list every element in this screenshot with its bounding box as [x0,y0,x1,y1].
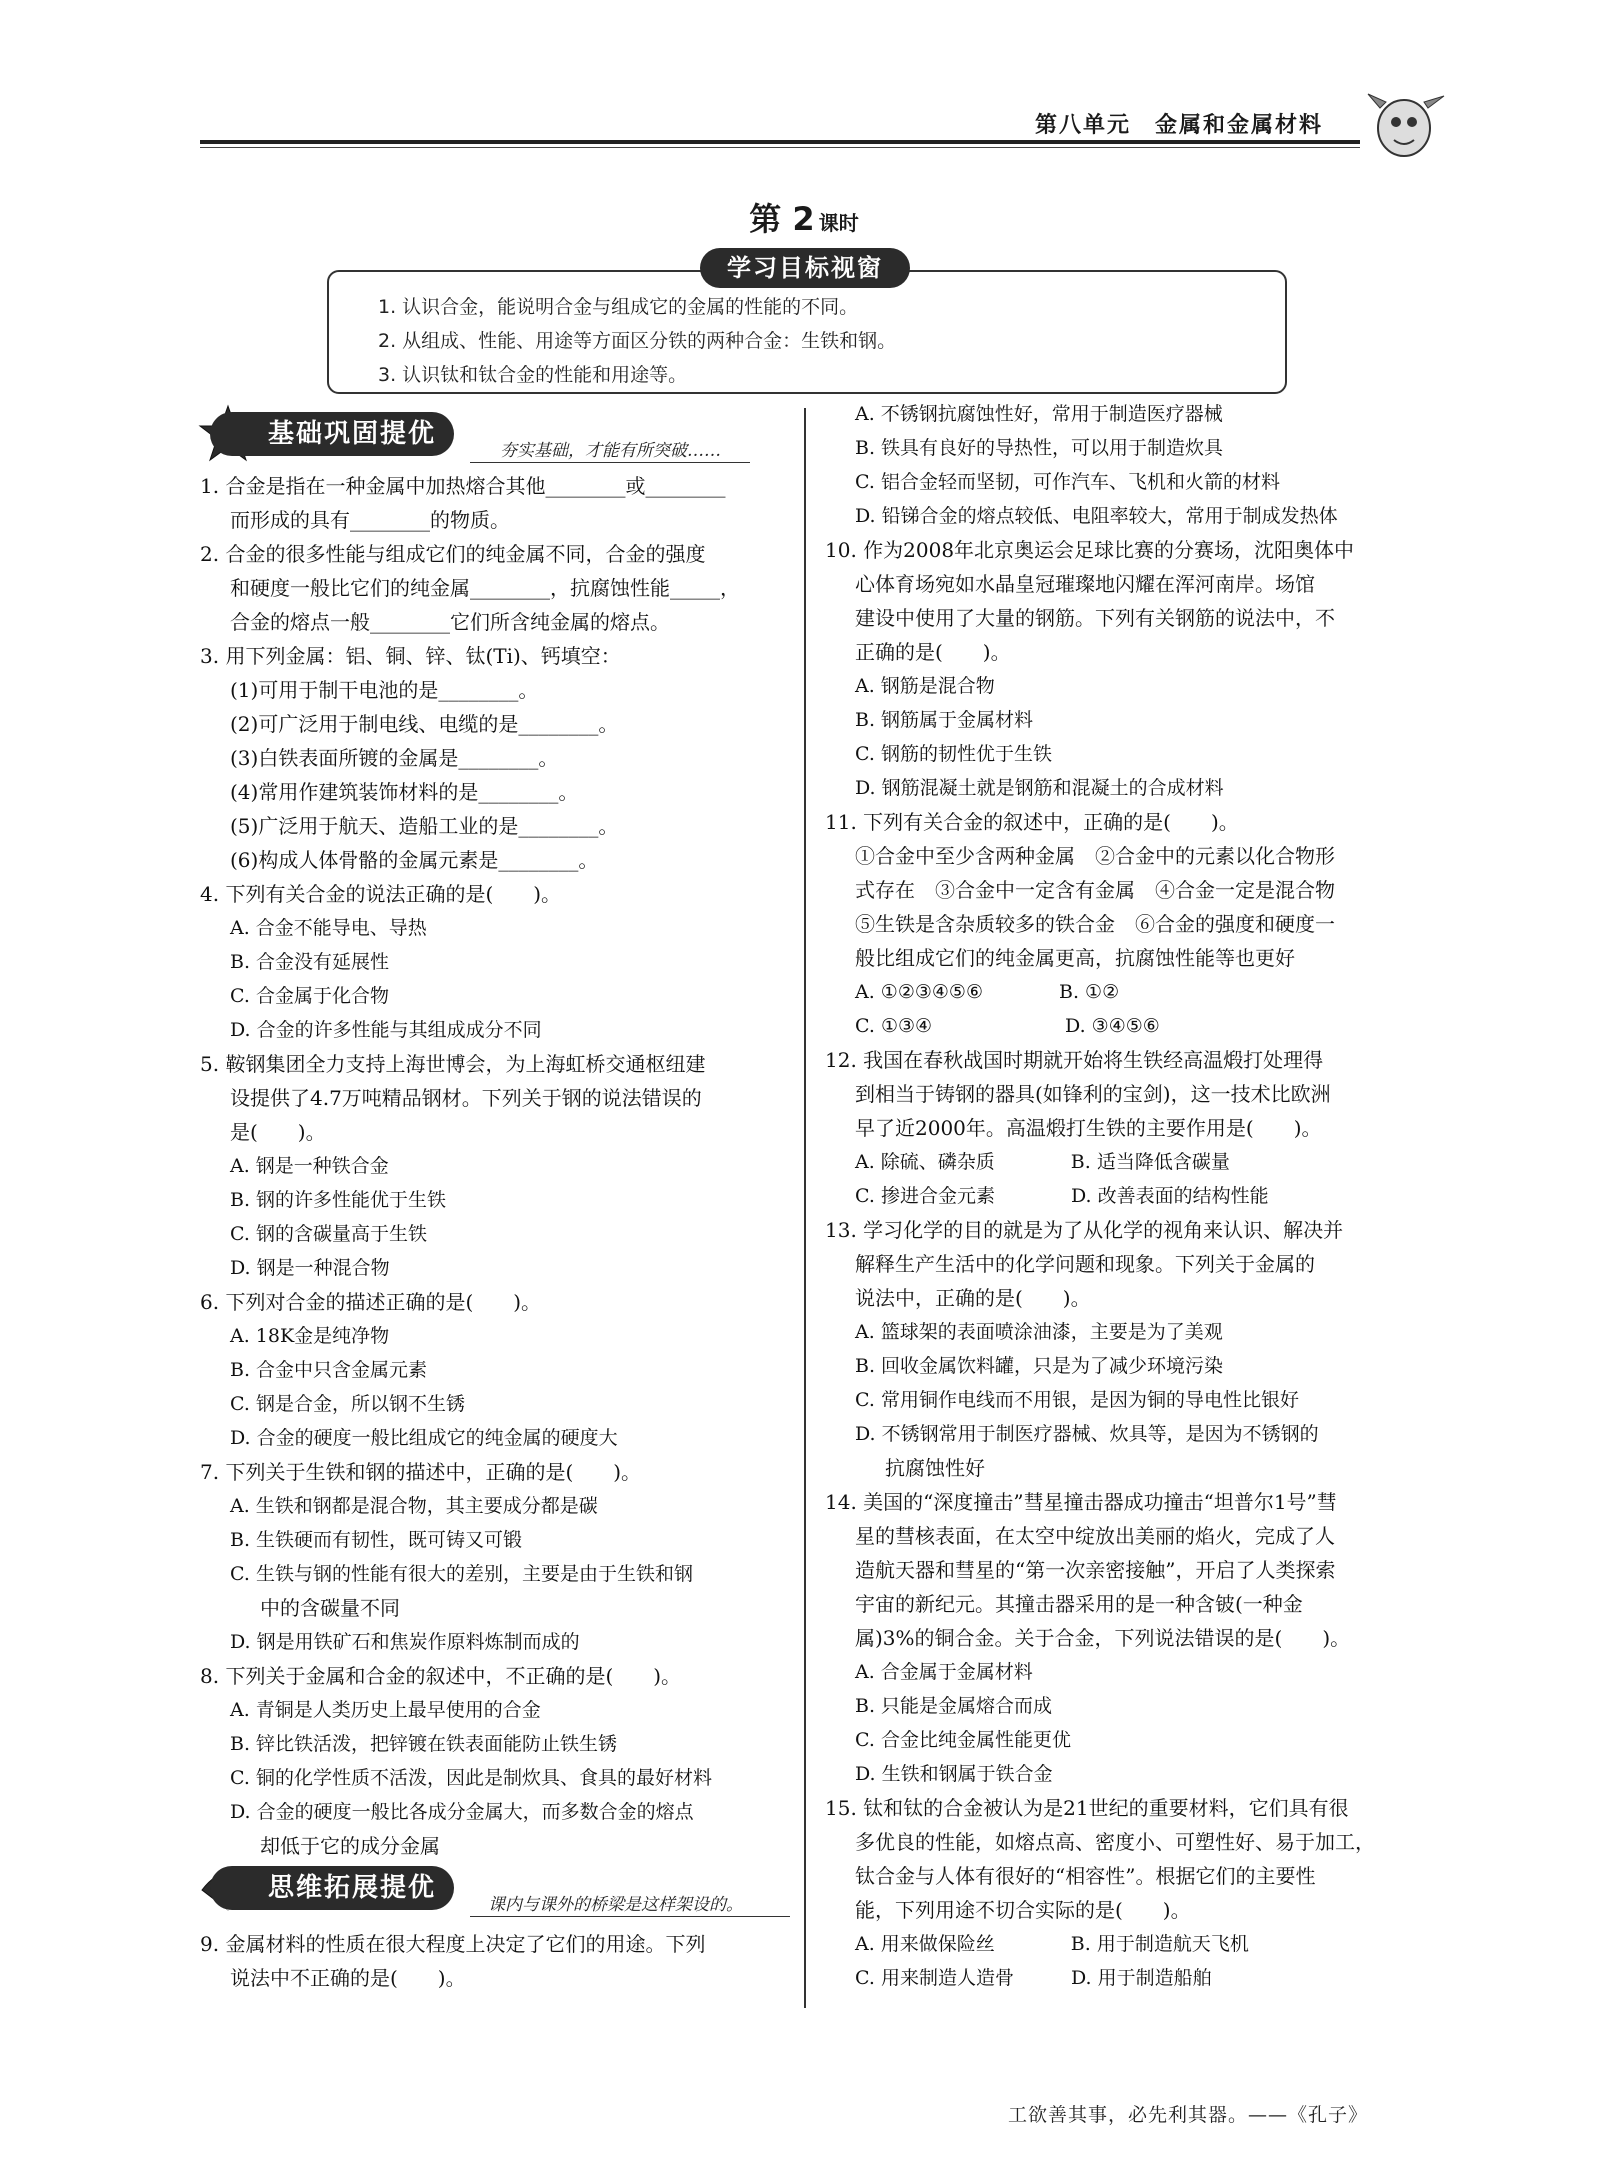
text-line: 早了近2000年。高温煅打生铁的主要作用是( )。 [855,1116,1322,1140]
text-line: ①合金中至少含两种金属 ②合金中的元素以化合物形 [855,844,1335,868]
answer-option: D. 生铁和钢属于铁合金 [855,1763,1053,1785]
answer-option: A. 钢是一种铁合金 [230,1155,389,1177]
text-line: 属)3%的铜合金。关于合金，下列说法错误的是( )。 [855,1626,1351,1650]
section-banner-basic: 基础巩固提优 [210,412,454,456]
answer-option: B. 钢的许多性能优于生铁 [230,1189,447,1211]
question-line: 1. 合金是指在一种金属中加热熔合其他________或________ [200,474,726,498]
question-line: 14. 美国的“深度撞击”彗星撞击器成功撞击“坦普尔1号”彗 [825,1490,1337,1514]
answer-option: C. 生铁与钢的性能有很大的差别，主要是由于生铁和钢 [230,1563,693,1585]
answer-option: C. 常用铜作电线而不用银，是因为铜的导电性比银好 [855,1389,1299,1411]
text-line: 解释生产生活中的化学问题和现象。下列关于金属的 [855,1252,1315,1276]
section-rule [470,1916,790,1917]
text-line: 说法中，正确的是( )。 [855,1286,1091,1310]
text-line: 钛合金与人体有很好的“相容性”。根据它们的主要性 [855,1864,1316,1888]
answer-option: D. 钢筋混凝土就是钢筋和混凝土的合成材料 [855,777,1224,799]
text-line: 到相当于铸钢的器具(如锋利的宝剑)，这一技术比欧洲 [855,1082,1331,1106]
answer-option: B. 只能是金属熔合而成 [855,1695,1053,1717]
answer-option: A. 青铜是人类历史上最早使用的合金 [230,1699,541,1721]
text-line: (1)可用于制干电池的是________。 [230,678,539,702]
answer-option: C. 用来制造人造骨 D. 用于制造船舶 [855,1967,1212,1989]
text-line: 设提供了4.7万吨精品钢材。下列关于钢的说法错误的 [230,1086,702,1110]
text-line: 宇宙的新纪元。其撞击器采用的是一种含铍(一种金 [855,1592,1303,1616]
lesson-unit: 课时 [818,211,859,235]
question-line: 7. 下列关于生铁和钢的描述中，正确的是( )。 [200,1460,642,1484]
objective-item: 1. 认识合金，能说明合金与组成它的金属的性能的不同。 [378,296,859,318]
question-line: 3. 用下列金属：铝、铜、锌、钛(Ti)、钙填空： [200,644,621,668]
column-divider [804,408,806,2008]
text-line: (4)常用作建筑装饰材料的是________。 [230,780,579,804]
question-line: 13. 学习化学的目的就是为了从化学的视角来认识、解决并 [825,1218,1344,1242]
answer-option: C. 钢是合金，所以钢不生锈 [230,1393,465,1415]
section-rule [470,462,750,463]
text-line: 正确的是( )。 [855,640,1011,664]
text-line: 能，下列用途不切合实际的是( )。 [855,1898,1191,1922]
text-line: (5)广泛用于航天、造船工业的是________。 [230,814,619,838]
header-rule-thin [200,147,1360,148]
answer-option: B. 钢筋属于金属材料 [855,709,1034,731]
answer-option: D. 不锈钢常用于制医疗器械、炊具等，是因为不锈钢的 [855,1423,1319,1445]
answer-option: D. 合金的许多性能与其组成成分不同 [230,1019,542,1041]
text-line: 造航天器和彗星的“第一次亲密接触”，开启了人类探索 [855,1558,1336,1582]
footer-quote: 工欲善其事，必先利其器。——《孔子》 [1007,2104,1368,2126]
question-line: 5. 鞍钢集团全力支持上海世博会，为上海虹桥交通枢纽建 [200,1052,706,1076]
header-rule [200,140,1360,144]
text-line: 说法中不正确的是( )。 [230,1966,466,1990]
section-subtitle-basic: 夯实基础，才能有所突破…… [500,441,721,461]
text-line: 是( )。 [230,1120,326,1144]
question-line: 10. 作为2008年北京奥运会足球比赛的分赛场，沈阳奥体中 [825,538,1355,562]
answer-option: A. 钢筋是混合物 [855,675,995,697]
mascot-icon [1360,88,1450,168]
objective-item: 2. 从组成、性能、用途等方面区分铁的两种合金：生铁和钢。 [378,330,897,352]
text-line: 式存在 ③合金中一定含有金属 ④合金一定是混合物 [855,878,1335,902]
text-line: 星的彗核表面，在太空中绽放出美丽的焰火，完成了人 [855,1524,1335,1548]
unit-header-title: 第八单元 金属和金属材料 [1034,113,1323,138]
text-line: 中的含碳量不同 [260,1596,400,1620]
question-line: 11. 下列有关合金的叙述中，正确的是( )。 [825,810,1239,834]
question-line: 8. 下列关于金属和合金的叙述中，不正确的是( )。 [200,1664,682,1688]
text-line: 多优良的性能，如熔点高、密度小、可塑性好、易于加工， [855,1830,1375,1854]
text-line: (6)构成人体骨骼的金属元素是________。 [230,848,599,872]
text-line: ⑤生铁是含杂质较多的铁合金 ⑥合金的强度和硬度一 [855,912,1335,936]
answer-option: C. 合金比纯金属性能更优 [855,1729,1071,1751]
answer-option: B. 回收金属饮料罐，只是为了减少环境污染 [855,1355,1224,1377]
question-line: 15. 钛和钛的合金被认为是21世纪的重要材料，它们具有很 [825,1796,1349,1820]
answer-option: D. 铅锑合金的熔点较低、电阻率较大，常用于制成发热体 [855,505,1338,527]
answer-option: C. ①③④ D. ③④⑤⑥ [855,1015,1160,1037]
section-banner-extend: 思维拓展提优 [210,1866,454,1910]
lesson-title [0,194,1608,240]
answer-option: A. 生铁和钢都是混合物，其主要成分都是碳 [230,1495,598,1517]
text-line: (3)白铁表面所镀的金属是________。 [230,746,559,770]
text-line: 而形成的具有________的物质。 [230,508,510,532]
question-line: 9. 金属材料的性质在很大程度上决定了它们的用途。下列 [200,1932,706,1956]
answer-option: B. 生铁硬而有韧性，既可铸又可锻 [230,1529,523,1551]
answer-option: C. 合金属于化合物 [230,985,389,1007]
answer-option: A. ①②③④⑤⑥ B. ①② [855,981,1120,1003]
answer-option: D. 合金的硬度一般比各成分金属大，而多数合金的熔点 [230,1801,694,1823]
answer-option: C. 铜的化学性质不活泼，因此是制炊具、食具的最好材料 [230,1767,712,1789]
answer-option: A. 合金不能导电、导热 [230,917,427,939]
question-line: 4. 下列有关合金的说法正确的是( )。 [200,882,562,906]
answer-option: A. 不锈钢抗腐蚀性好，常用于制造医疗器械 [855,403,1223,425]
answer-option: C. 铝合金轻而坚韧，可作汽车、飞机和火箭的材料 [855,471,1280,493]
question-line: 12. 我国在春秋战国时期就开始将生铁经高温煅打处理得 [825,1048,1324,1072]
text-line: 却低于它的成分金属 [260,1834,440,1858]
lesson-number: 第 2 [749,200,815,238]
question-line: 2. 合金的很多性能与组成它们的纯金属不同，合金的强度 [200,542,706,566]
answer-option: B. 铁具有良好的导热性，可以用于制造炊具 [855,437,1224,459]
answer-option: C. 掺进合金元素 D. 改善表面的结构性能 [855,1185,1269,1207]
answer-option: C. 钢筋的韧性优于生铁 [855,743,1052,765]
text-line: 心体育场宛如水晶皇冠璀璨地闪耀在浑河南岸。场馆 [855,572,1315,596]
answer-option: D. 合金的硬度一般比组成它的纯金属的硬度大 [230,1427,618,1449]
answer-option: A. 18K金是纯净物 [230,1325,390,1347]
text-line: 抗腐蚀性好 [885,1456,985,1480]
answer-option: B. 合金中只含金属元素 [230,1359,428,1381]
answer-option: A. 除硫、磷杂质 B. 适当降低含碳量 [855,1151,1230,1173]
answer-option: D. 钢是用铁矿石和焦炭作原料炼制而成的 [230,1631,580,1653]
objectives-banner: 学习目标视窗 [700,248,910,288]
text-line: (2)可广泛用于制电线、电缆的是________。 [230,712,619,736]
answer-option: A. 合金属于金属材料 [855,1661,1033,1683]
text-line: 合金的熔点一般________它们所含纯金属的熔点。 [230,610,670,634]
answer-option: B. 锌比铁活泼，把锌镀在铁表面能防止铁生锈 [230,1733,618,1755]
text-line: 和硬度一般比它们的纯金属________，抗腐蚀性能_____， [230,576,740,600]
question-line: 6. 下列对合金的描述正确的是( )。 [200,1290,542,1314]
section-subtitle-extend: 课内与课外的桥梁是这样架设的。 [488,1895,743,1915]
answer-option: C. 钢的含碳量高于生铁 [230,1223,427,1245]
answer-option: A. 用来做保险丝 B. 用于制造航天飞机 [855,1933,1249,1955]
objective-item: 3. 认识钛和钛合金的性能和用途等。 [378,364,688,386]
answer-option: D. 钢是一种混合物 [230,1257,390,1279]
text-line: 般比组成它们的纯金属更高，抗腐蚀性能等也更好 [855,946,1295,970]
text-line: 建设中使用了大量的钢筋。下列有关钢筋的说法中，不 [855,606,1335,630]
answer-option: B. 合金没有延展性 [230,951,390,973]
answer-option: A. 篮球架的表面喷涂油漆，主要是为了美观 [855,1321,1223,1343]
